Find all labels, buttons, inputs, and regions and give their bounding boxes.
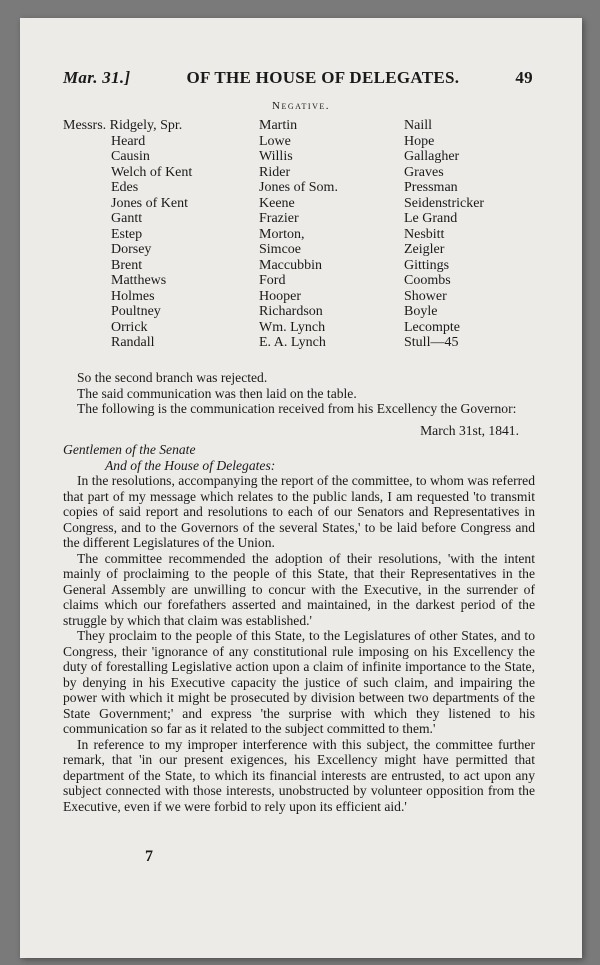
salutation-delegates: And of the House of Delegates:	[105, 457, 276, 473]
name-entry: Rider	[259, 164, 291, 180]
name-entry: Jones of Kent	[111, 195, 188, 211]
name-entry: Orrick	[111, 319, 148, 335]
salutation-senate: Gentlemen of the Senate	[63, 442, 196, 457]
name-entry: Poultney	[111, 304, 161, 319]
name-entry: Nesbitt	[404, 226, 445, 242]
name-entry: Pressman	[404, 180, 458, 195]
name-entry: Seidenstricker	[404, 195, 485, 211]
name-entry: Causin	[111, 149, 150, 164]
paragraph-4: In reference to my improper interference with this subject, the committee further remark, that 'in our present exigences, his Excellency might have permitted that department of the State, to which its financial interests are entrusted, to act upon any subject connected with those interests, unobstructed by volunteer opposition from the Executive, even if we were forbid to rely upon its efficient aid.'	[63, 736, 535, 814]
paragraph-2: The committee recommended the adoption of their resolutions, 'with the intent mainly of proclaiming to the people of this State, that their Representatives in the General Assembly are unwilling to concur with the Executive, in the surrender of claims which our forefathers asserted and maintained, in the darkest period of the struggle by which that claim was established.'	[63, 550, 535, 628]
name-entry: Wm. Lynch	[259, 319, 326, 335]
name-entry: Morton,	[259, 226, 305, 242]
header-title: OF THE HOUSE OF DELEGATES.	[186, 68, 460, 87]
vote-heading: Negative.	[272, 100, 330, 112]
letter-date: March 31st, 1841.	[420, 422, 519, 438]
header-date: Mar. 31.]	[63, 68, 131, 87]
page-number: 49	[515, 68, 533, 87]
paragraph-intro: The following is the communication received from his Excellency the Governor:	[77, 401, 517, 416]
name-entry: Lecompte	[404, 319, 460, 335]
name-entry: Shower	[404, 288, 447, 304]
name-entry: Jones of Som.	[259, 180, 338, 195]
name-entry: Willis	[259, 149, 293, 164]
name-entry: Heard	[111, 133, 146, 149]
paragraph-1: In the resolutions, accompanying the report of the committee, to whom was referred that part of my message which relates to the public lands, I am requested 'to transmit copies of said report and resolutions to each of our Senators and Representatives in Congress, and to the Governors of the several States,' to be laid before Congress and the different Legislatures of the Union.	[63, 473, 535, 550]
name-entry: Dorsey	[111, 242, 152, 257]
name-entry: Boyle	[404, 304, 438, 319]
name-entry: Maccubbin	[259, 257, 322, 273]
name-entry: Stull—45	[404, 335, 459, 350]
running-head	[63, 68, 533, 88]
name-entry: Holmes	[111, 288, 155, 304]
paragraph-3: They proclaim to the people of this State, to the Legislatures of other States, and to Congress, their 'ignorance of any constitutional rule imposing on his Excellency the duty of forestalling Legislative action upon a claim of infinite importance to the State, by denying in his Executive capacity the justice of such claim, and impairing the power with which it might be prosecuted by division between two departments of the State Government;' and express 'the surprise with which they listened to his communication so far as it related to the subject committed to them.'	[63, 628, 535, 736]
name-entry: E. A. Lynch	[259, 335, 326, 350]
name-entry: Messrs. Ridgely, Spr.	[63, 118, 183, 133]
paragraph-tabled: The said communication was then laid on the table.	[77, 385, 357, 401]
name-entry: Welch of Kent	[111, 164, 193, 180]
name-entry: Simcoe	[259, 242, 301, 257]
name-entry: Edes	[111, 180, 139, 195]
name-entry: Le Grand	[404, 211, 458, 226]
name-column-3	[404, 118, 484, 351]
document-page	[20, 18, 582, 958]
name-entry: Naill	[404, 118, 432, 133]
signature-mark: 7	[145, 848, 153, 865]
name-entry: Estep	[111, 226, 143, 242]
paragraph-rejected: So the second branch was rejected.	[77, 370, 268, 385]
name-entry: Richardson	[259, 304, 323, 319]
name-entry: Zeigler	[404, 242, 445, 257]
body-text	[63, 370, 535, 814]
name-entry: Brent	[111, 257, 143, 273]
name-entry: Keene	[259, 195, 295, 211]
name-entry: Gittings	[404, 257, 450, 273]
name-entry: Lowe	[259, 133, 291, 149]
name-column-2	[259, 118, 338, 351]
name-entry: Frazier	[259, 211, 299, 226]
name-entry: Hope	[404, 133, 435, 149]
name-entry: Gantt	[111, 211, 143, 226]
name-entry: Randall	[111, 335, 155, 350]
name-entry: Gallagher	[404, 149, 460, 164]
name-entry: Graves	[404, 164, 444, 180]
name-entry: Matthews	[111, 273, 167, 288]
name-entry: Hooper	[259, 288, 301, 304]
name-entry: Coombs	[404, 273, 451, 288]
name-entry: Martin	[259, 118, 298, 133]
name-column-1	[63, 118, 192, 351]
name-entry: Ford	[259, 273, 286, 288]
